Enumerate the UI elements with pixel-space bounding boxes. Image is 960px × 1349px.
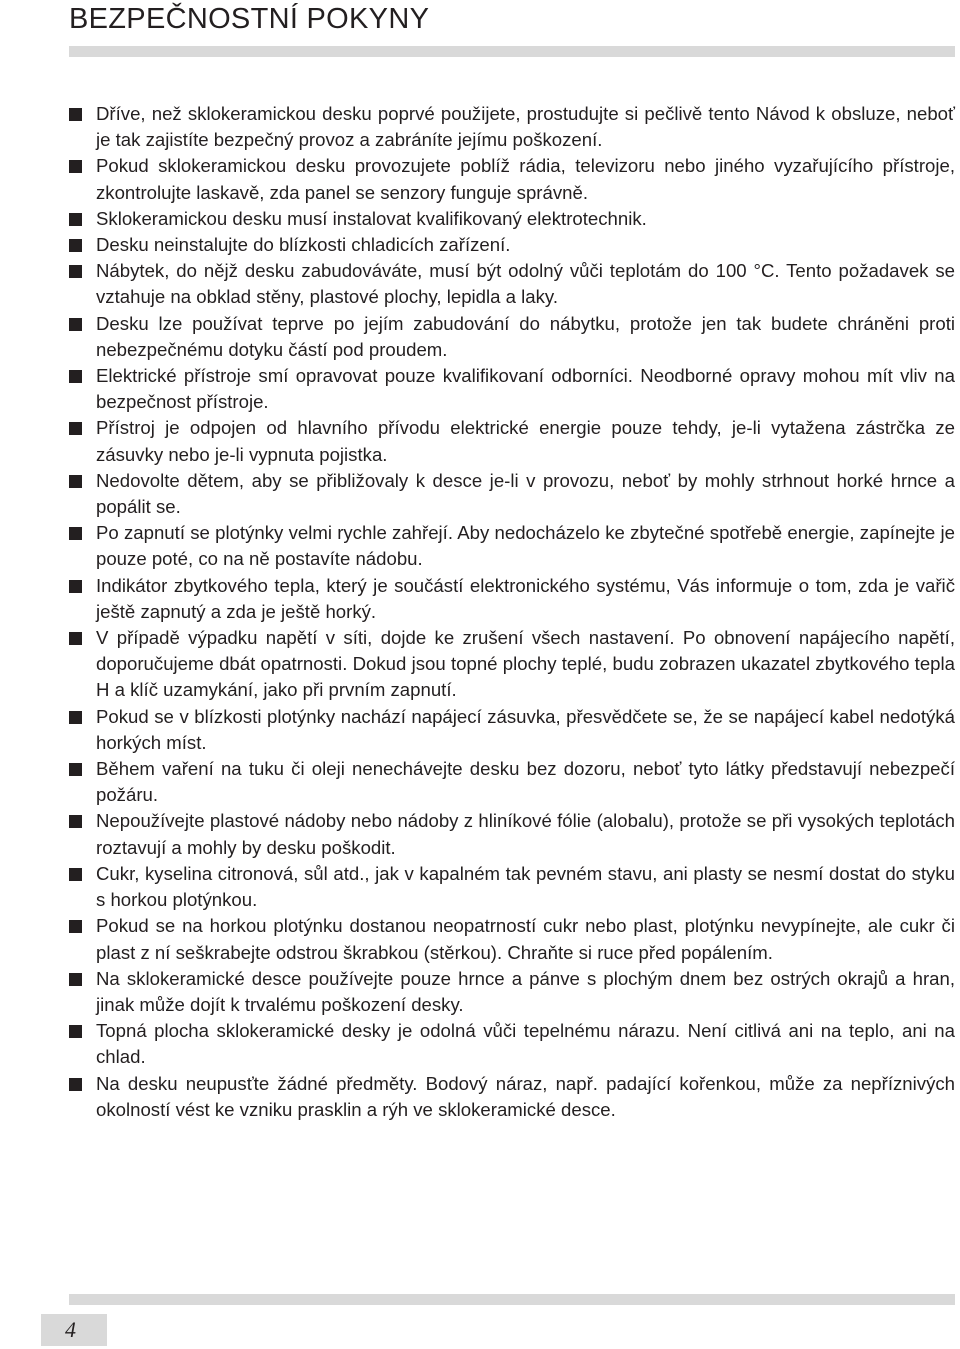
square-bullet-icon — [69, 160, 82, 173]
list-item-text: Indikátor zbytkového tepla, který je součástí elektronického systému, Vás informuje o tom, zda je vařič ještě zapnutý a zda je ještě horký. — [96, 574, 955, 622]
list-item-text: Během vaření na tuku či oleji nenechávejte desku bez dozoru, neboť tyto látky představují nebezpečí požáru. — [96, 758, 955, 806]
list-item — [69, 573, 955, 625]
list-item — [69, 861, 955, 913]
list-item-text: Dříve, než sklokeramickou desku poprvé použijete, prostudujte si pečlivě tento Návod k obsluze, neboť je tak zajistíte bezpečný provoz a zabráníte jejímu poškození. — [96, 103, 955, 151]
list-item-text: Na desku neupusťte žádné předměty. Bodový náraz, např. padající kořenkou, může za nepříznivých okolností vést ke vzniku prasklin a rýh ve sklokeramické desce. — [96, 1072, 955, 1120]
list-item — [69, 1018, 955, 1070]
list-item-text: Cukr, kyselina citronová, sůl atd., jak v kapalném tak pevném stavu, ani plasty se nesmí dostat do styku s horkou plotýnkou. — [96, 862, 955, 911]
footer-divider-bar — [69, 1294, 955, 1305]
list-item-text: Elektrické přístroje smí opravovat pouze kvalifikovaní odborníci. Neodborné opravy mohou mít vliv na bezpečnost přístroje. — [96, 365, 955, 413]
square-bullet-icon — [69, 815, 82, 828]
list-item-text: Desku neinstalujte do blízkosti chladicích zařízení. — [96, 234, 511, 256]
list-item — [69, 232, 955, 258]
list-item — [69, 258, 955, 310]
square-bullet-icon — [69, 422, 82, 435]
list-item-text: Desku lze používat teprve po jejím zabudování do nábytku, protože jen tak budete chráněni proti nebezpečnému dotyku částí pod proudem. — [96, 312, 955, 360]
list-item — [69, 625, 955, 704]
list-item — [69, 468, 955, 520]
list-item — [69, 311, 955, 363]
list-item — [69, 101, 955, 153]
square-bullet-icon — [69, 265, 82, 278]
list-item-text: V případě výpadku napětí v síti, dojde ke zrušení všech nastavení. Po obnovení napájecího napětí, doporučujeme dbát opatrnosti. Dokud jsou topné plochy teplé, budu zobrazen ukazatel zbytkového tepla H a klíč uzamykání, jako při prvním zapnutí. — [96, 627, 955, 701]
list-item-text: Pokud se na horkou plotýnku dostanou neopatrností cukr nebo plast, plotýnku nevypínejte, ale cukr či plast z ní seškrabejte odstrou škrabkou (stěrkou). Chraňte si ruce před popálením. — [96, 915, 955, 963]
list-item — [69, 913, 955, 965]
square-bullet-icon — [69, 213, 82, 226]
list-item — [69, 966, 955, 1018]
square-bullet-icon — [69, 580, 82, 593]
title-divider-bar — [69, 46, 955, 57]
page-number-box — [41, 1314, 107, 1346]
safety-instructions-list — [69, 101, 955, 1123]
list-item-text: Pokud sklokeramickou desku provozujete poblíž rádia, televizoru nebo jiného vyzařujícího přístroje, zkontrolujte laskavě, zda panel se senzory funguje správně. — [96, 155, 955, 203]
list-item — [69, 206, 955, 232]
square-bullet-icon — [69, 370, 82, 383]
list-item-text: Sklokeramickou desku musí instalovat kvalifikovaný elektrotechnik. — [96, 207, 647, 229]
list-item-text: Topná plocha sklokeramické desky je odolná vůči tepelnému nárazu. Není citlivá ani na teplo, ani na chlad. — [96, 1020, 955, 1068]
list-item-text: Na sklokeramické desce používejte pouze hrnce a pánve s plochým dnem bez ostrých okrajů a hran, jinak může dojít k trvalému poškození desky. — [96, 967, 955, 1015]
list-item-text: Nábytek, do nějž desku zabudováváte, musí být odolný vůči teplotám do 100 °C. Tento požadavek se vztahuje na obklad stěny, plastové plochy, lepidla a laky. — [96, 260, 955, 308]
square-bullet-icon — [69, 711, 82, 724]
list-item — [69, 1071, 955, 1123]
list-item-text: Po zapnutí se plotýnky velmi rychle zahřejí. Aby nedocházelo ke zbytečné spotřebě energie, zapínejte je pouze poté, co na ně postavíte nádobu. — [96, 522, 955, 570]
list-item-text: Nedovolte dětem, aby se přibližovaly k desce je-li v provozu, neboť by mohly strhnout horké hrnce a popálit se. — [96, 469, 955, 518]
list-item — [69, 415, 955, 467]
square-bullet-icon — [69, 920, 82, 933]
square-bullet-icon — [69, 475, 82, 488]
page-title: BEZPEČNOSTNÍ POKYNY — [69, 3, 430, 35]
square-bullet-icon — [69, 239, 82, 252]
list-item-text: Přístroj je odpojen od hlavního přívodu elektrické energie pouze tehdy, je-li vytažena zástrčka ze zásuvky nebo je-li vypnuta pojistka. — [96, 417, 955, 465]
list-item — [69, 363, 955, 415]
square-bullet-icon — [69, 1078, 82, 1091]
square-bullet-icon — [69, 527, 82, 540]
list-item-text: Nepoužívejte plastové nádoby nebo nádoby z hliníkové fólie (alobalu), protože se při vysokých teplotách roztavují a mohly by desku poškodit. — [96, 810, 955, 858]
square-bullet-icon — [69, 1025, 82, 1038]
square-bullet-icon — [69, 973, 82, 986]
square-bullet-icon — [69, 868, 82, 881]
page-number: 4 — [65, 1317, 76, 1342]
list-item — [69, 704, 955, 756]
list-item-text: Pokud se v blízkosti plotýnky nachází napájecí zásuvka, přesvědčete se, že se napájecí kabel nedotýká horkých míst. — [96, 705, 955, 753]
square-bullet-icon — [69, 763, 82, 776]
square-bullet-icon — [69, 318, 82, 331]
list-item — [69, 756, 955, 808]
square-bullet-icon — [69, 108, 82, 121]
square-bullet-icon — [69, 632, 82, 645]
list-item — [69, 520, 955, 572]
list-item — [69, 808, 955, 860]
list-item — [69, 153, 955, 205]
